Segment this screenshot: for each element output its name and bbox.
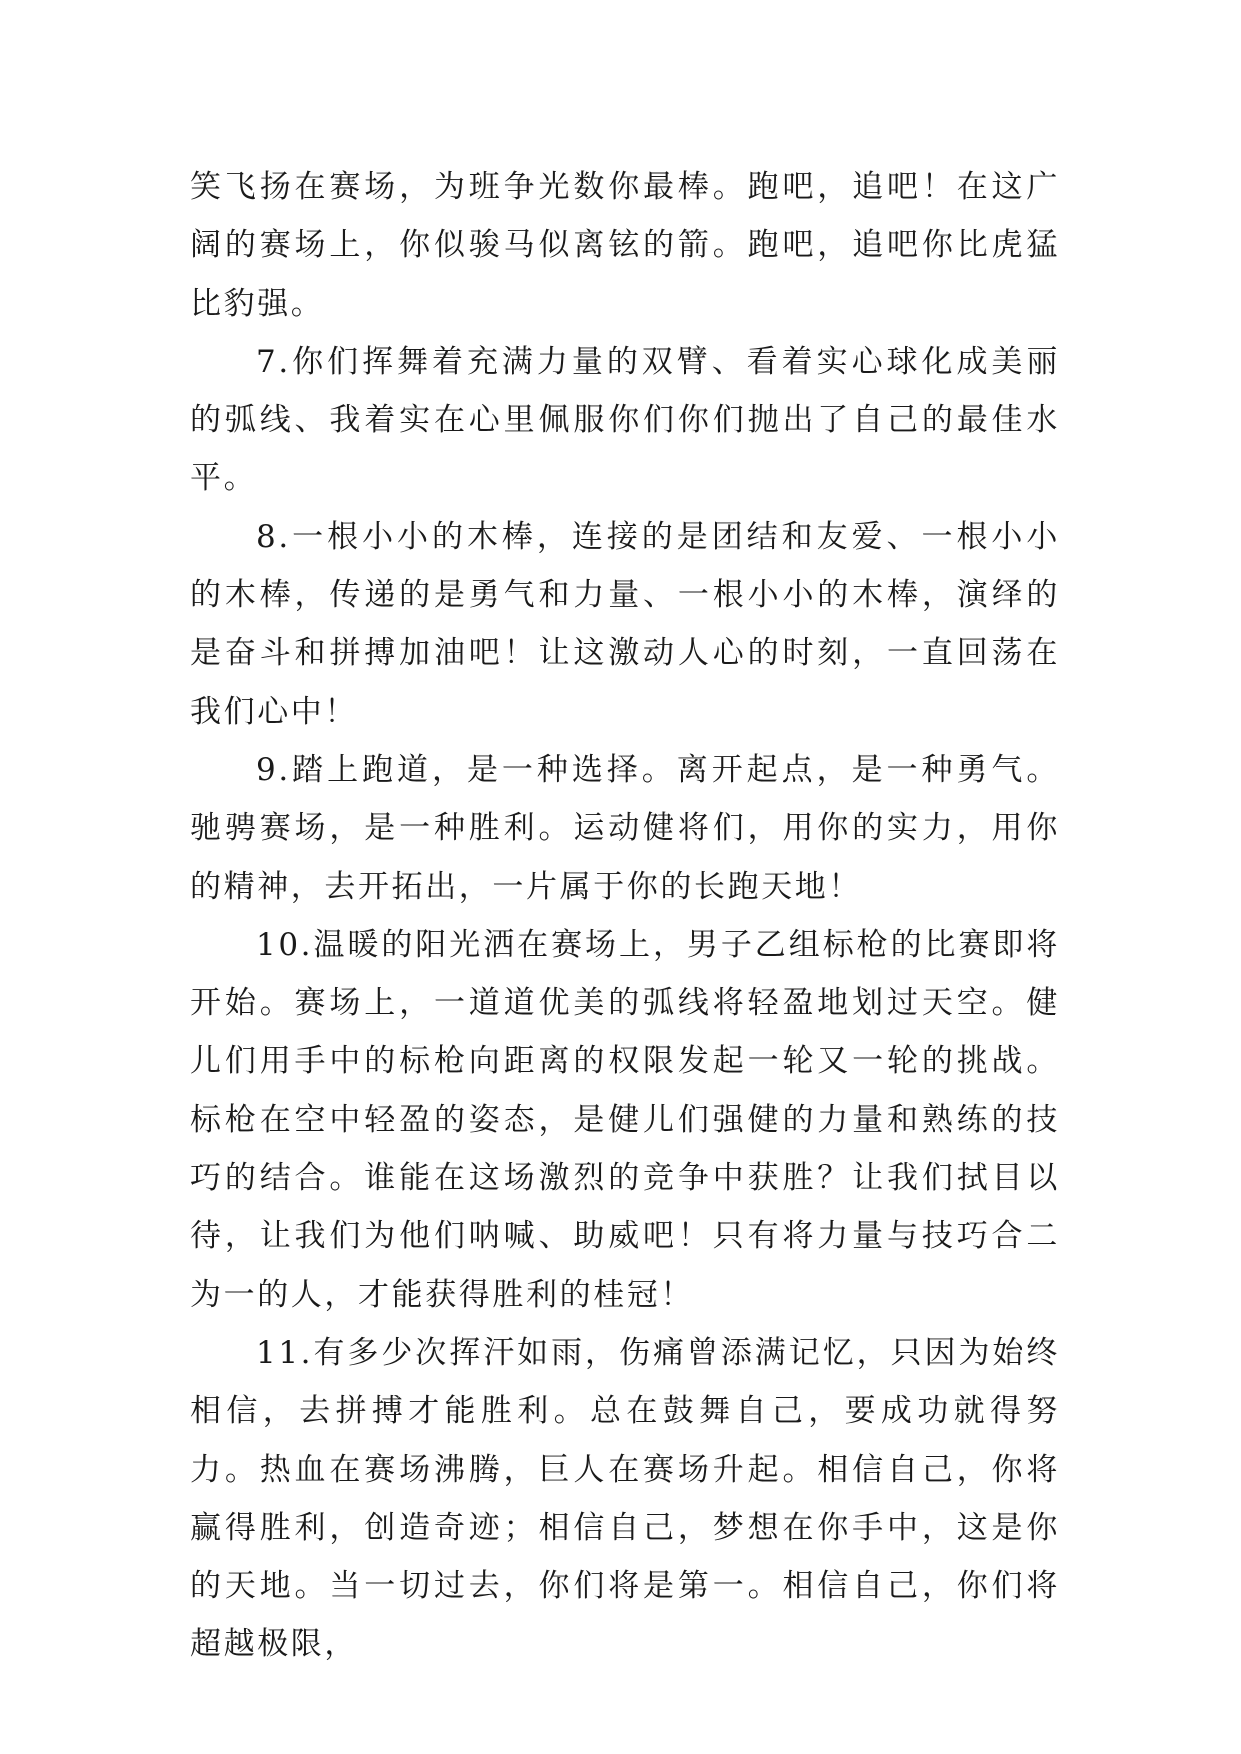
paragraph-10: 10.温暖的阳光洒在赛场上，男子乙组标枪的比赛即将开始。赛场上，一道道优美的弧线将轻盈地划过天空。健儿们用手中的标枪向距离的权限发起一轮又一轮的挑战。标枪在空中轻盈的姿态，是健儿们强健的力量和熟练的技巧的结合。谁能在这场激烈的竞争中获胜？让我们拭目以待，让我们为他们呐喊、助威吧！只有将力量与技巧合二为一的人，才能获得胜利的桂冠！ [190,926,1060,1313]
paragraph-8: 8.一根小小的木棒，连接的是团结和友爱、一根小小的木棒，传递的是勇气和力量、一根小小的木棒，演绎的是奋斗和拼搏加油吧！让这激动人心的时刻，一直回荡在我们心中！ [190,518,1060,730]
document-body [190,158,1060,1674]
paragraph-continued: 笑飞扬在赛场，为班争光数你最棒。跑吧，追吧！在这广阔的赛场上，你似骏马似离铉的箭。跑吧，追吧你比虎猛比豹强。 [190,169,1060,322]
paragraph-9: 9.踏上跑道，是一种选择。离开起点，是一种勇气。驰骋赛场，是一种胜利。运动健将们，用你的实力，用你的精神，去开拓出，一片属于你的长跑天地！ [190,751,1060,905]
paragraph-7: 7.你们挥舞着充满力量的双臂、看着实心球化成美丽的弧线、我着实在心里佩服你们你们抛出了自己的最佳水平。 [190,343,1060,497]
paragraph-11: 11.有多少次挥汗如雨，伤痛曾添满记忆，只因为始终相信，去拼搏才能胜利。总在鼓舞自己，要成功就得努力。热血在赛场沸腾，巨人在赛场升起。相信自己，你将赢得胜利，创造奇迹；相信自己，梦想在你手中，这是你的天地。当一切过去，你们将是第一。相信自己，你们将超越极限， [190,1334,1060,1663]
